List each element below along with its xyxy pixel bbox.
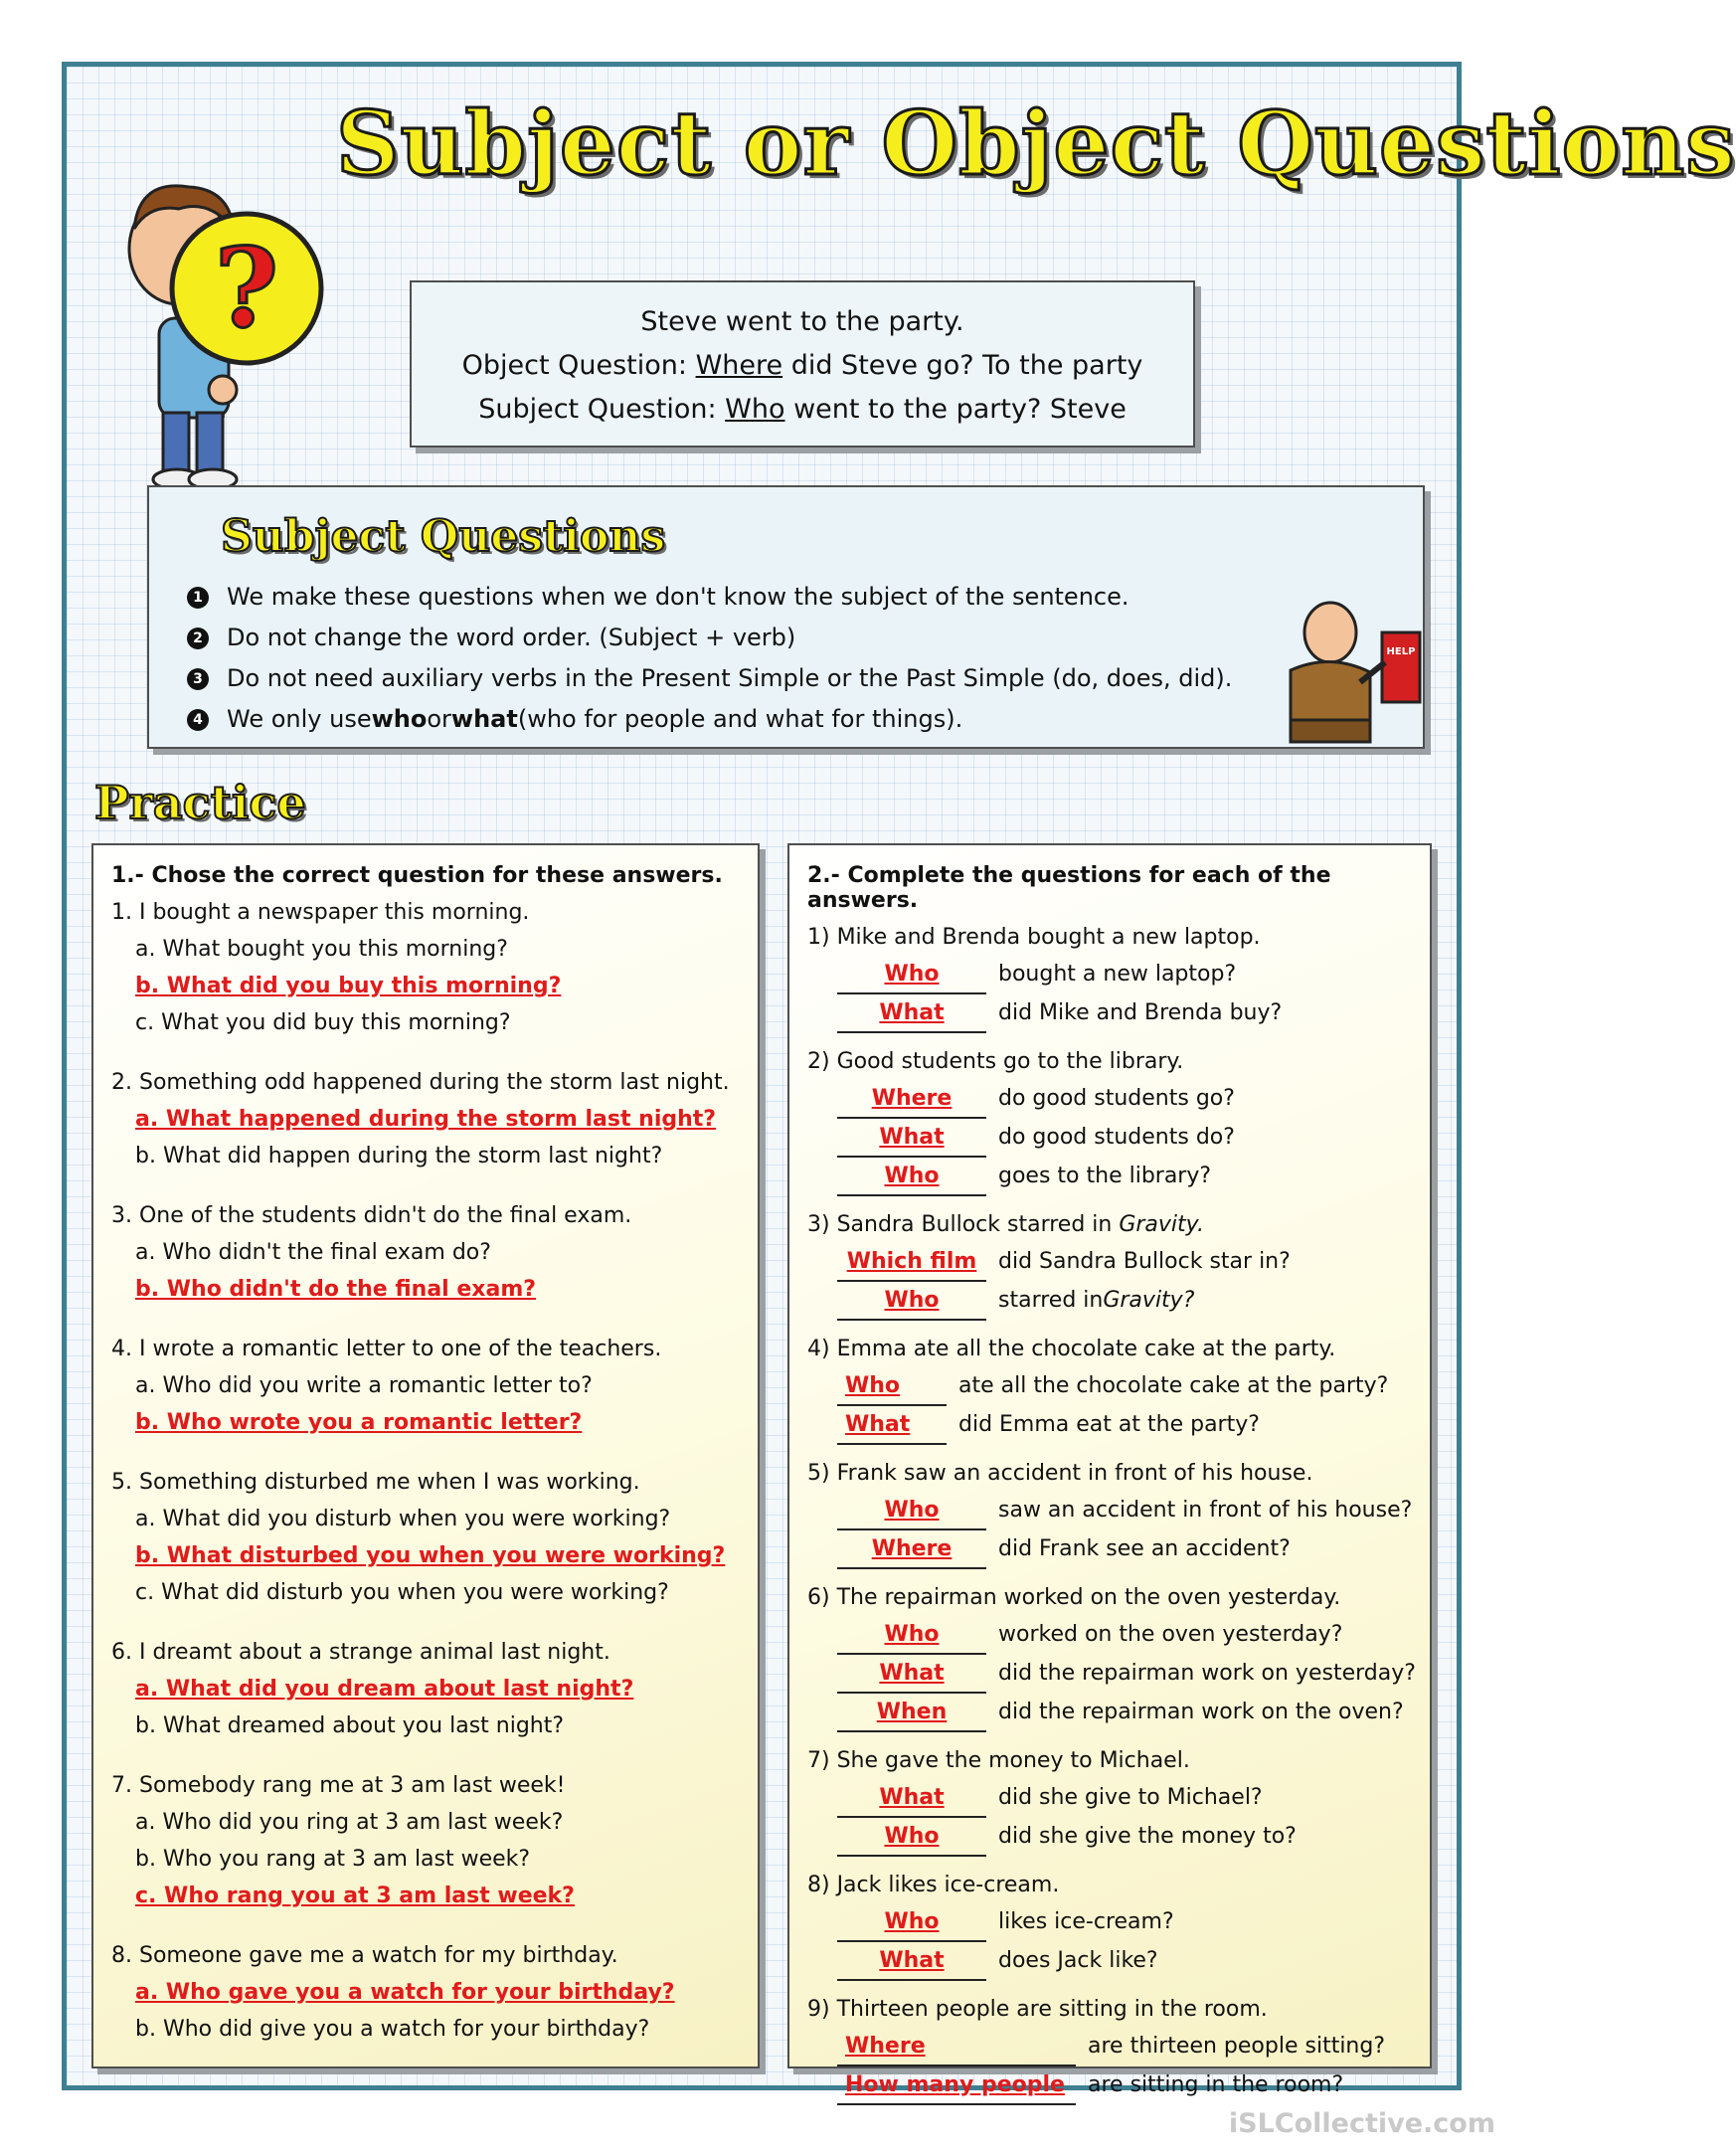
filled-blank: Who [837, 1616, 986, 1655]
footer-watermark: iSLCollective.com [1228, 2108, 1495, 2139]
exercise-1-question [111, 1064, 744, 1174]
answer-line: Who likes ice-cream? [807, 1903, 1416, 1942]
answer-line: Which film did Sandra Bullock star in? [807, 1243, 1416, 1282]
filled-blank: How many people [837, 2066, 1076, 2105]
filled-blank: What [837, 1942, 986, 1981]
filled-blank: Who [837, 1158, 986, 1196]
answer-option: a. Who did you ring at 3 am last week? [135, 1810, 564, 1835]
exercise-2-question [807, 1331, 1416, 1445]
answer-line: Who saw an accident in front of his house? [807, 1492, 1416, 1530]
answer-line: What do good students do? [807, 1119, 1416, 1158]
filled-blank: Who [837, 956, 986, 994]
question-stem: 9) Thirteen people are sitting in the room. [807, 1997, 1268, 2022]
svg-text:HELP: HELP [1386, 646, 1416, 657]
question-stem: 4) Emma ate all the chocolate cake at the party. [807, 1337, 1336, 1361]
filled-blank: Who [837, 1818, 986, 1857]
filled-blank: Who [837, 1903, 986, 1942]
correct-answer-option: b. Who didn't do the final exam? [135, 1277, 537, 1302]
answer-line: Who bought a new laptop? [807, 956, 1416, 994]
rule-item: 2 Do not change the word order. (Subject + verb) [187, 618, 1232, 658]
filled-blank: What [837, 1406, 947, 1445]
answer-line: What does Jack like? [807, 1942, 1416, 1981]
answer-option: b. What dreamed about you last night? [135, 1713, 565, 1738]
exercise-1-question [111, 894, 744, 1041]
question-stem: 2) Good students go to the library. [807, 1049, 1184, 1074]
exercise-1-question [111, 1634, 744, 1744]
question-stem: 5) Frank saw an accident in front of his house. [807, 1461, 1313, 1486]
rules-list [187, 577, 1232, 740]
boy-holding-question-sign-illustration [119, 169, 348, 497]
answer-line: How many people are sitting in the room? [807, 2066, 1416, 2105]
correct-answer-option: b. What did you buy this morning? [135, 974, 562, 998]
page-title: Subject or Object Questions [336, 91, 1736, 195]
answer-option: b. Who did give you a watch for your birthday? [135, 2017, 650, 2042]
example-box [410, 280, 1195, 448]
subject-questions-rules-box [147, 485, 1425, 749]
exercise-2-question [807, 1579, 1416, 1732]
correct-answer-option: c. Who rang you at 3 am last week? [135, 1884, 575, 1908]
question-stem: 1) Mike and Brenda bought a new laptop. [807, 925, 1261, 950]
question-stem: 7) She gave the money to Michael. [807, 1748, 1190, 1773]
exercise-2-question [807, 919, 1416, 1033]
filled-blank: Who [837, 1492, 986, 1530]
question-stem: 5. Something disturbed me when I was working. [111, 1470, 640, 1495]
answer-line: What did she give to Michael? [807, 1779, 1416, 1818]
correct-answer-option: b. What disturbed you when you were working? [135, 1543, 726, 1568]
correct-answer-option: a. What happened during the storm last night? [135, 1107, 717, 1132]
filled-blank: Which film [837, 1243, 986, 1282]
question-stem: 7. Somebody rang me at 3 am last week! [111, 1773, 566, 1798]
question-stem: 6) The repairman worked on the oven yesterday. [807, 1585, 1341, 1610]
rule-number-badge: 3 [187, 668, 209, 690]
exercise-2-heading: 2.- Complete the questions for each of the answers. [807, 863, 1331, 913]
object-wh-word: Where [695, 350, 783, 381]
rule-number-badge: 1 [187, 587, 209, 609]
exercise-1-question [111, 1937, 744, 2048]
question-stem: 3. One of the students didn't do the final exam. [111, 1203, 632, 1228]
exercise-2-box [787, 843, 1432, 2097]
answer-option: b. What did happen during the storm last night? [135, 1144, 663, 1168]
answer-line: What did Emma eat at the party? [807, 1406, 1416, 1445]
correct-answer-option: b. Who wrote you a romantic letter? [135, 1410, 583, 1435]
answer-line: Who ate all the chocolate cake at the party? [807, 1367, 1416, 1406]
filled-blank: What [837, 1779, 986, 1818]
practice-heading: Practice [94, 776, 306, 829]
filled-blank: Where [837, 1530, 986, 1569]
answer-option: a. Who didn't the final exam do? [135, 1240, 491, 1265]
answer-line: Who starred in Gravity? [807, 1282, 1416, 1321]
exercise-2-question [807, 1867, 1416, 1981]
answer-line: Who worked on the oven yesterday? [807, 1616, 1416, 1655]
answer-line: Who goes to the library? [807, 1158, 1416, 1196]
svg-text:?: ? [214, 224, 279, 352]
rule-item: 3 Do not need auxiliary verbs in the Present Simple or the Past Simple (do, does, did). [187, 658, 1232, 699]
rules-heading: Subject Questions [221, 511, 666, 562]
filled-blank: What [837, 1655, 986, 1694]
filled-blank: Where [837, 1080, 986, 1119]
question-stem: 8) Jack likes ice-cream. [807, 1873, 1060, 1897]
answer-line: Who did she give the money to? [807, 1818, 1416, 1857]
exercise-2-question [807, 1043, 1416, 1196]
subject-wh-word: Who [725, 394, 785, 425]
answer-line: When did the repairman work on the oven? [807, 1694, 1416, 1732]
man-pressing-help-button-illustration [1261, 593, 1430, 752]
answer-line: Where are thirteen people sitting? [807, 2028, 1416, 2066]
question-stem: 8. Someone gave me a watch for my birthday. [111, 1943, 618, 1968]
question-stem: 6. I dreamt about a strange animal last night. [111, 1640, 610, 1665]
answer-line: Where did Frank see an accident? [807, 1530, 1416, 1569]
example-object-question: Object Question: Where did Steve go? To the party [461, 350, 1143, 381]
exercise-1-question [111, 1197, 744, 1308]
correct-answer-option: a. Who gave you a watch for your birthday? [135, 1980, 675, 2005]
example-sentence: Steve went to the party. [640, 306, 964, 337]
answer-option: a. Who did you write a romantic letter to? [135, 1373, 593, 1398]
filled-blank: Who [837, 1282, 986, 1321]
question-stem: 2. Something odd happened during the storm last night. [111, 1070, 730, 1095]
answer-option: c. What you did buy this morning? [135, 1010, 511, 1035]
exercise-1-question [111, 1767, 744, 1914]
exercise-2-question [807, 1455, 1416, 1569]
answer-line: What did Mike and Brenda buy? [807, 994, 1416, 1033]
exercise-1-box [91, 843, 760, 2068]
filled-blank: When [837, 1694, 986, 1732]
question-stem: 1. I bought a newspaper this morning. [111, 900, 530, 925]
filled-blank: What [837, 1119, 986, 1158]
example-subject-question: Subject Question: Who went to the party? Steve [478, 394, 1127, 425]
filled-blank: Who [837, 1367, 947, 1406]
rule-item: 4 We only use who or what (who for people and what for things). [187, 699, 1232, 740]
rule-number-badge: 4 [187, 709, 209, 731]
question-stem: 3) Sandra Bullock starred in Gravity. [807, 1212, 1204, 1237]
answer-option: a. What did you disturb when you were working? [135, 1507, 671, 1531]
correct-answer-option: a. What did you dream about last night? [135, 1677, 634, 1702]
answer-line: What did the repairman work on yesterday? [807, 1655, 1416, 1694]
answer-option: a. What bought you this morning? [135, 937, 508, 962]
answer-line: Where do good students go? [807, 1080, 1416, 1119]
exercise-1-question [111, 1331, 744, 1441]
exercise-2-question [807, 1206, 1416, 1321]
question-stem: 4. I wrote a romantic letter to one of the teachers. [111, 1337, 662, 1361]
exercise-2-question [807, 1991, 1416, 2105]
exercise-1-heading: 1.- Chose the correct question for these answers. [111, 863, 723, 888]
exercise-1-question [111, 1464, 744, 1611]
answer-option: b. Who you rang at 3 am last week? [135, 1847, 531, 1872]
answer-option: c. What did disturb you when you were working? [135, 1580, 669, 1605]
rule-item: 1 We make these questions when we don't know the subject of the sentence. [187, 577, 1232, 618]
filled-blank: What [837, 994, 986, 1033]
rule-number-badge: 2 [187, 628, 209, 649]
exercise-2-question [807, 1742, 1416, 1857]
filled-blank: Where [837, 2028, 1076, 2066]
